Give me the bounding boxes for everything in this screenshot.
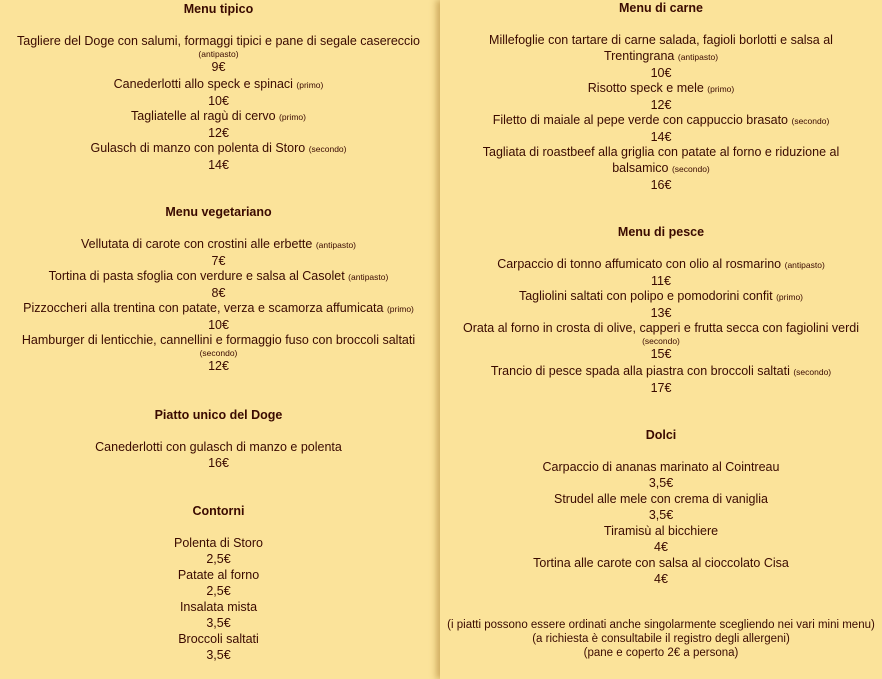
item-category: (primo) — [386, 304, 414, 314]
menu-item — [440, 32, 882, 81]
section-title-contorni: Contorni — [192, 504, 245, 518]
item-price: 12€ — [208, 359, 229, 373]
item-name: Trancio di pesce spada alla piastra con broccoli saltati — [490, 364, 790, 378]
section-title-menu-carne: Menu di carne — [618, 1, 704, 15]
item-price: 7€ — [211, 254, 226, 268]
item-price: 3,5€ — [648, 476, 674, 490]
item-name: Millefoglie con tartare di carne salada, fagioli borlotti e salsa al Trentingrana — [489, 33, 833, 63]
item-price: 12€ — [208, 126, 229, 140]
menu-item — [0, 567, 437, 599]
note-allergens: (a richiesta è consultabile il registro degli allergeni) — [532, 633, 790, 645]
menu-item — [0, 140, 437, 173]
item-name: Tagliatelle al ragù di cervo — [131, 109, 276, 123]
item-name: Pizzoccheri alla trentina con patate, verza e scamorza affumicata — [23, 301, 384, 315]
item-price: 10€ — [208, 318, 229, 332]
item-name: Tiramisù al bicchiere — [603, 524, 719, 538]
section-title-piatto-unico: Piatto unico del Doge — [154, 408, 283, 422]
menu-item — [0, 76, 437, 109]
item-price: 8€ — [211, 286, 226, 300]
item-price: 16€ — [650, 178, 672, 192]
item-name: Tagliere del Doge con salumi, formaggi tipici e pane di segale casereccio — [17, 34, 420, 48]
left-menu-column — [0, 0, 437, 679]
item-category: (secondo) — [199, 348, 238, 358]
item-category: (antipasto) — [198, 49, 239, 59]
item-category: (antipasto) — [348, 272, 389, 282]
item-category: (secondo) — [793, 367, 832, 377]
item-name: Filetto di maiale al pepe verde con cappuccio brasato — [492, 113, 788, 127]
item-price: 14€ — [208, 158, 229, 172]
menu-item — [440, 256, 882, 289]
item-category: (primo) — [279, 112, 306, 122]
item-category: (primo) — [776, 292, 804, 302]
item-name: Tagliolini saltati con polipo e pomodorini confit — [518, 289, 773, 303]
item-name: Hamburger di lenticchie, cannellini e formaggio fuso con broccoli saltati — [21, 333, 416, 347]
menu-item — [440, 320, 882, 362]
menu-item — [0, 535, 437, 567]
item-price: 14€ — [650, 130, 672, 144]
note-single-order: (i piatti possono essere ordinati anche singolarmente scegliendo nei vari mini menu) — [447, 619, 875, 631]
menu-item — [440, 523, 882, 555]
item-price: 10€ — [208, 94, 229, 108]
item-name: Gulasch di manzo con polenta di Storo — [90, 141, 306, 155]
item-name: Tortina alle carote con salsa al cioccolato Cisa — [533, 556, 789, 570]
menu-item — [0, 439, 437, 471]
item-price: 10€ — [650, 66, 672, 80]
item-category: (antipasto) — [677, 52, 719, 62]
item-price: 2,5€ — [206, 552, 231, 566]
item-price: 9€ — [211, 60, 226, 74]
menu-item — [0, 332, 437, 374]
item-price: 11€ — [651, 274, 671, 288]
item-price: 17€ — [650, 381, 672, 395]
menu-item — [0, 599, 437, 631]
menu-item — [0, 300, 437, 333]
item-category: (secondo) — [642, 336, 680, 346]
section-title-dolci: Dolci — [645, 428, 677, 442]
item-category: (secondo) — [791, 116, 830, 126]
menu-item — [440, 80, 882, 113]
item-price: 4€ — [654, 540, 668, 554]
item-price: 15€ — [650, 347, 672, 361]
item-name: Canederlotti allo speck e spinaci — [113, 77, 293, 91]
menu-notes — [440, 618, 882, 660]
note-cover-charge: (pane e coperto 2€ a persona) — [583, 647, 739, 659]
item-price: 3,5€ — [648, 508, 674, 522]
menu-item — [440, 491, 882, 523]
menu-item — [440, 112, 882, 145]
item-category: (primo) — [707, 84, 735, 94]
item-name: Orata al forno in crosta di olive, capperi e frutta secca con fagiolini verdi — [462, 321, 860, 335]
item-name: Strudel alle mele con crema di vaniglia — [554, 492, 768, 506]
item-name: Carpaccio di tonno affumicato con olio al rosmarino — [497, 257, 782, 271]
menu-item — [440, 144, 882, 193]
item-name: Polenta di Storo — [174, 536, 263, 550]
menu-item — [440, 555, 882, 587]
item-price: 16€ — [208, 456, 229, 470]
item-name: Patate al forno — [177, 568, 260, 582]
menu-item — [440, 459, 882, 491]
menu-item — [0, 108, 437, 141]
item-name: Canederlotti con gulasch di manzo e polenta — [95, 440, 342, 454]
right-menu-column — [440, 0, 882, 679]
item-category: (antipasto) — [315, 240, 357, 250]
item-name: Vellutata di carote con crostini alle erbette — [80, 237, 313, 251]
menu-item — [0, 236, 437, 269]
item-price: 2,5€ — [206, 584, 231, 598]
item-price: 12€ — [650, 98, 672, 112]
item-price: 3,5€ — [206, 648, 231, 662]
item-name: Tortina di pasta sfoglia con verdure e salsa al Casolet — [48, 269, 345, 283]
item-category: (antipasto) — [784, 260, 825, 270]
item-category: (secondo) — [671, 164, 710, 174]
item-price: 13€ — [650, 306, 672, 320]
item-price: 4€ — [654, 572, 668, 586]
item-name: Tagliata di roastbeef alla griglia con patate al forno e riduzione al balsamico — [482, 145, 840, 175]
item-name: Risotto speck e mele — [587, 81, 704, 95]
menu-item — [440, 363, 882, 396]
section-title-menu-vegetariano: Menu vegetariano — [165, 205, 272, 219]
menu-item — [0, 33, 437, 75]
item-name: Broccoli saltati — [178, 632, 259, 646]
menu-item — [440, 288, 882, 321]
menu-item — [0, 631, 437, 663]
item-name: Insalata mista — [179, 600, 258, 614]
item-category: (secondo) — [308, 144, 347, 154]
section-title-menu-tipico: Menu tipico — [183, 2, 254, 16]
section-title-menu-pesce: Menu di pesce — [617, 225, 705, 239]
item-name: Carpaccio di ananas marinato al Cointreau — [542, 460, 780, 474]
item-price: 3,5€ — [206, 616, 231, 630]
item-category: (primo) — [296, 80, 324, 90]
menu-item — [0, 268, 437, 301]
